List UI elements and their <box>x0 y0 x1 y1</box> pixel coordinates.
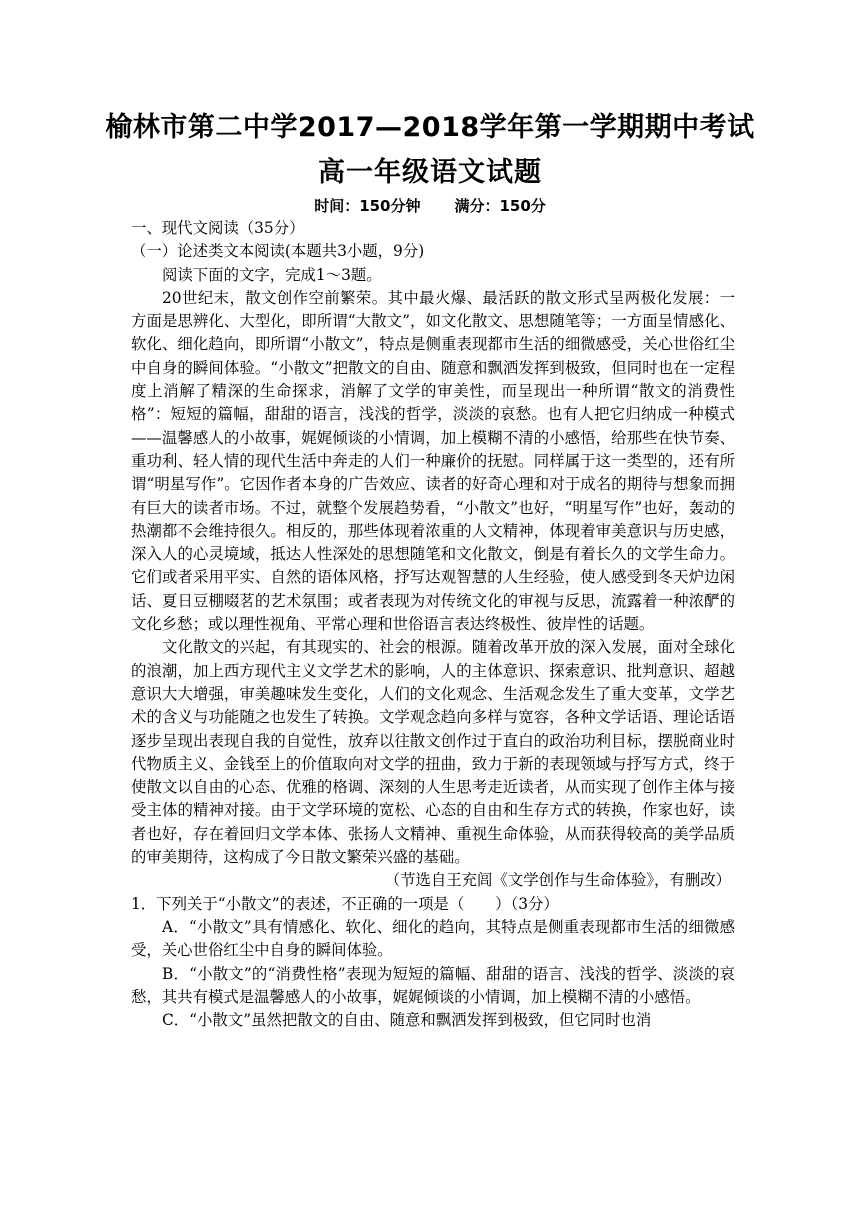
exam-title: 榆林市第二中学2017—2018学年第一学期期中考试 <box>105 112 755 143</box>
question-1-option-c: C．“小散文”虽然把散文的自由、随意和飘洒发挥到极致，但它同时也消 <box>162 1011 652 1030</box>
exam-score: 满分：150分 <box>454 197 546 215</box>
reading-instruction: 阅读下面的文字，完成1～3题。 <box>162 265 382 284</box>
exam-meta <box>0 194 860 218</box>
passage-paragraph-1: 20世纪末，散文创作空前繁荣。其中最火爆、最活跃的散文形式呈两极化发展：一方面是思辨化、大型化，即所谓“大散文”，如文化散文、思想随笔等；一方面呈情感化、软化、细化趋向，即所谓“小散文”，特点是侧重表现都市生活的细微感受，关心世俗红尘中自身的瞬间体验。“小散文”把散文的自由、随意和飘洒发挥到极致，但同时也在一定程度上消解了精深的生命探求，消解了文学的审美性，而呈现出一种所谓“散文的消费性格”：短短的篇幅，甜甜的语言，浅浅的哲学，淡淡的哀愁。也有人把它归纳成一种模式——温馨感人的小故事，娓娓倾谈的小情调，加上模糊不清的小感悟，给那些在快节奏、重功利、轻人情的现代生活中奔走的人们一种廉价的抚慰。同样属于这一类型的，还有所谓“明星写作”。它因作者本身的广告效应、读者的好奇心理和对于成名的期待与想象而拥有巨大的读者市场。不过，就整个发展趋势看，“小散文”也好，“明星写作”也好，轰动的热潮都不会维持很久。相反的，那些体现着浓重的人文精神，体现着审美意识与历史感，深入人的心灵境域，抵达人性深处的思想随笔和文化散文，倒是有着长久的文学生命力。它们或者采用平实、自然的语体风格，抒写达观智慧的人生经验，使人感受到冬天炉边闲话、夏日豆棚啜茗的艺术氛围；或者表现为对传统文化的审视与反思，流露着一种浓酽的文化乡愁；或以理性视角、平常心理和世俗语言表达终极性、彼岸性的话题。 <box>131 288 735 634</box>
exam-time: 时间：150分钟 <box>314 197 421 215</box>
section-heading: 一、现代文阅读（35分） <box>131 219 305 237</box>
sub-section-heading: （一）论述类文本阅读(本题共3小题，9分) <box>131 242 425 261</box>
question-1-option-b: B．“小散文”的“消费性格”表现为短短的篇幅、甜甜的语言、浅浅的哲学、淡淡的哀愁，其共有模式是温馨感人的小故事，娓娓倾谈的小情调，加上模糊不清的小感悟。 <box>131 964 735 1006</box>
passage-paragraph-2: 文化散文的兴起，有其现实的、社会的根源。随着改革开放的深入发展，面对全球化的浪潮，加上西方现代主义文学艺术的影响，人的主体意识、探索意识、批判意识、超越意识大大增强，审美趣味发生变化，人们的文化观念、生活观念发生了重大变革，文学艺术的含义与功能随之也发生了转换。文学观念趋向多样与宽容，各种文学话语、理论话语逐步呈现出表现自我的自觉性，放弃以往散文创作过于直白的政治功利目标，摆脱商业时代物质主义、金钱至上的价值取向对文学的扭曲，致力于新的表现领域与抒写方式，终于使散文以自由的心态、优雅的格调、深刻的人生思考走近读者，从而实现了创作主体与接受主体的精神对接。由于文学环境的宽松、心态的自由和生存方式的转换，作家也好，读者也好，存在着回归文学本体、张扬人文精神、重视生命体验，从而获得较高的美学品质的审美期待，这构成了今日散文繁荣兴盛的基础。 <box>131 638 735 867</box>
exam-subtitle: 高一年级语文试题 <box>318 157 542 188</box>
question-1-stem: 1．下列关于“小散文”的表述，不正确的一项是（ ）（3分） <box>131 894 559 913</box>
exam-content <box>131 217 735 1032</box>
question-1-option-a: A．“小散文”具有情感化、软化、细化的趋向，其特点是侧重表现都市生活的细微感受，关心世俗红尘中自身的瞬间体验。 <box>131 917 735 960</box>
passage-source: （节选自王充闾《文学创作与生命体验》，有删改） <box>384 871 731 890</box>
